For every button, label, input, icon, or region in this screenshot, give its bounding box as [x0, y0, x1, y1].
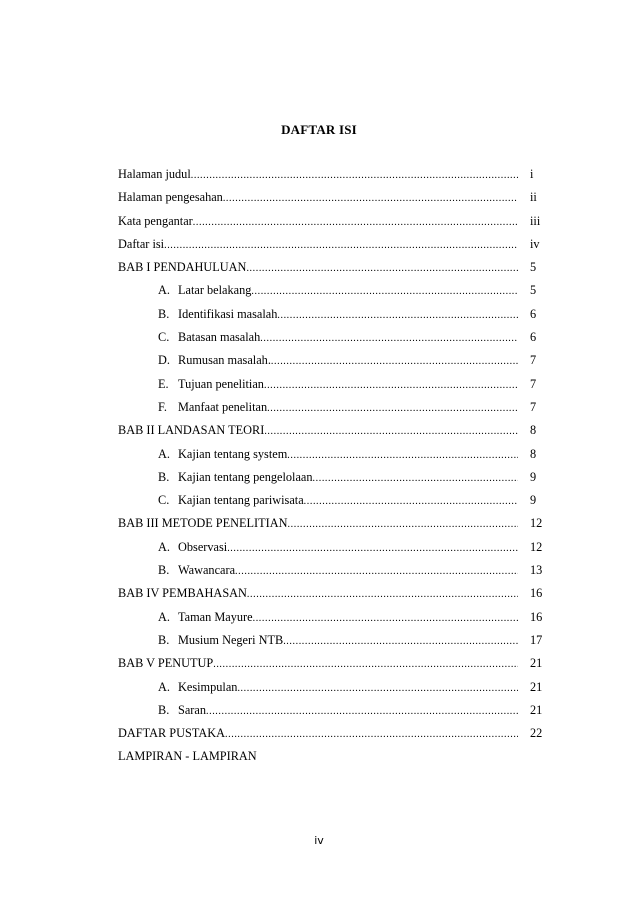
toc-entry-label [158, 349, 271, 372]
dot-leader [264, 420, 518, 443]
toc-entry-label [118, 512, 288, 535]
toc-entry-label [158, 699, 206, 722]
toc-entry-label [158, 303, 277, 326]
toc-entry-page: 17 [530, 632, 543, 647]
toc-entry-page: 8 [530, 446, 537, 461]
toc-entry-page: 22 [530, 726, 543, 741]
dot-leader [283, 630, 518, 653]
toc-entry-text: Halaman pengesahan [118, 190, 223, 205]
toc-entry-letter: B. [158, 702, 170, 717]
toc-entry [118, 279, 548, 302]
dot-leader [287, 444, 518, 467]
toc-entry-text: Wawancara [178, 563, 236, 578]
page-number: iv [314, 834, 324, 847]
toc-entry [118, 373, 548, 396]
toc-entry-label [158, 279, 251, 302]
dot-leader [271, 350, 518, 373]
toc-entry-label [118, 210, 193, 233]
dot-leader [288, 513, 518, 536]
toc-entry-text: Kajian tentang pariwisata [178, 493, 304, 508]
toc-entry [118, 652, 548, 675]
toc-entry-label [118, 186, 223, 209]
toc-entry-text: Identifikasi masalah [178, 306, 278, 321]
dot-leader [277, 304, 518, 327]
toc-entry [118, 699, 548, 722]
toc-entry-text: Halaman judul [118, 167, 191, 181]
dot-leader [164, 234, 518, 257]
toc-entry-page: 5 [530, 260, 537, 275]
toc-entry-label [158, 676, 237, 699]
toc-entry-label [158, 606, 253, 629]
dot-leader [191, 164, 518, 187]
toc-entry-letter: A. [158, 539, 170, 554]
toc-entry-page: 6 [530, 306, 537, 321]
toc-entry-text: Saran [178, 702, 206, 717]
dot-leader [313, 467, 518, 490]
toc-entry-label [158, 536, 227, 559]
toc-entry-page: 6 [530, 330, 537, 345]
toc-entry-page: 7 [530, 399, 537, 414]
toc-entry-text: Tujuan penelitian [178, 376, 264, 391]
toc-entry-text: BAB I PENDAHULUAN [118, 260, 247, 275]
toc-entry-text: BAB III METODE PENELITIAN [118, 516, 288, 531]
toc-entry-text: BAB IV PEMBAHASAN [118, 586, 247, 601]
toc-entry [118, 186, 548, 209]
toc-entry-label [158, 559, 235, 582]
toc-entry-text: Batasan masalah [178, 330, 261, 345]
toc-entry-letter: A. [158, 609, 170, 624]
toc-entry-page: iv [530, 236, 540, 251]
toc-entry [118, 256, 548, 279]
toc-entry [118, 163, 548, 186]
toc-entry-letter: D. [158, 353, 170, 368]
toc-entry [118, 559, 548, 582]
dot-leader [237, 677, 518, 700]
toc-entry [118, 536, 548, 559]
toc-entry-letter: B. [158, 469, 170, 484]
toc-entry-text: DAFTAR PUSTAKA [118, 726, 226, 741]
toc-entry-letter: C. [158, 330, 170, 345]
toc-entry [118, 210, 548, 233]
dot-leader [253, 607, 518, 630]
toc-entry-page: 7 [530, 376, 537, 391]
toc-entry-label [158, 629, 283, 652]
toc-entry-page: 12 [530, 539, 543, 554]
toc-entry-page: 21 [530, 656, 543, 671]
toc-entry-page: 12 [530, 516, 543, 531]
toc-entry-text: Musium Negeri NTB [178, 632, 284, 647]
toc-entry-page: 21 [530, 679, 543, 694]
toc-entry-text: Kajian tentang system [178, 446, 288, 461]
toc-entry-text: Observasi [178, 539, 228, 554]
dot-leader [206, 700, 518, 723]
toc-entry-label [118, 163, 191, 186]
toc-entry [118, 326, 548, 349]
dot-leader [225, 723, 518, 746]
dot-leader [213, 653, 518, 676]
toc-entry-page: 21 [530, 702, 543, 717]
toc-entry-label [118, 652, 213, 675]
dot-leader [260, 327, 518, 350]
toc-entry-label [118, 233, 164, 256]
toc-entry [118, 443, 548, 466]
table-of-contents [118, 163, 548, 769]
toc-entry-page: i [530, 167, 534, 181]
toc-entry-page: ii [530, 190, 537, 205]
toc-entry-page: 9 [530, 469, 537, 484]
toc-entry [118, 722, 548, 745]
toc-entry [118, 419, 548, 442]
toc-entry-text: Kata pengantar [118, 213, 193, 228]
toc-entry [118, 303, 548, 326]
toc-entry-page: 16 [530, 586, 543, 601]
toc-entry-letter: E. [158, 376, 169, 391]
toc-entry-text: BAB V PENUTUP [118, 656, 214, 671]
toc-entry-text: Kesimpulan [178, 679, 238, 694]
dot-leader [304, 490, 518, 513]
toc-entry-letter: C. [158, 493, 170, 508]
toc-entry-letter: A. [158, 283, 170, 298]
toc-entry [118, 396, 548, 419]
dot-leader [264, 374, 518, 397]
toc-entry-letter: A. [158, 679, 170, 694]
toc-entry [118, 466, 548, 489]
toc-entry-letter: A. [158, 446, 170, 461]
toc-entry [118, 489, 548, 512]
toc-entry [118, 629, 548, 652]
dot-leader [246, 257, 518, 280]
toc-entry-text: Manfaat penelitan [178, 399, 268, 414]
toc-entry-page: iii [530, 213, 541, 228]
toc-entry-letter: B. [158, 632, 170, 647]
dot-leader [251, 280, 518, 303]
toc-entry-page: 5 [530, 283, 537, 298]
toc-entry [118, 233, 548, 256]
toc-entry-label [158, 326, 260, 349]
toc-entry-text: Kajian tentang pengelolaan [178, 469, 313, 484]
toc-entry-label [158, 466, 313, 489]
dot-leader [193, 211, 518, 234]
toc-entry-page: 9 [530, 493, 537, 508]
toc-entry-letter: B. [158, 306, 170, 321]
toc-entry [118, 606, 548, 629]
toc-entry-label [118, 256, 246, 279]
toc-entry [118, 676, 548, 699]
toc-entry-page: 16 [530, 609, 543, 624]
toc-entry-letter: B. [158, 563, 170, 578]
toc-entry-label [158, 396, 267, 419]
toc-entry-page: 7 [530, 353, 537, 368]
toc-entry-label [158, 489, 304, 512]
toc-entry [118, 349, 548, 372]
toc-entry-page: 8 [530, 423, 537, 438]
toc-entry-text: Rumusan masalah. [178, 353, 271, 368]
toc-entry-label [118, 722, 225, 745]
dot-leader [227, 537, 518, 560]
toc-entry-text: Daftar isi [118, 236, 165, 251]
toc-entry [118, 512, 548, 535]
dot-leader [223, 187, 518, 210]
dot-leader [247, 583, 518, 606]
toc-entry-label [158, 443, 287, 466]
dot-leader [267, 397, 518, 420]
toc-entry [118, 745, 548, 768]
toc-entry-text: BAB II LANDASAN TEORI [118, 423, 265, 438]
toc-entry-text: LAMPIRAN - LAMPIRAN [118, 749, 257, 764]
toc-entry-label [118, 419, 264, 442]
toc-entry-label [118, 582, 247, 605]
dot-leader [235, 560, 518, 583]
toc-entry-label [158, 373, 264, 396]
page-title: DAFTAR ISI [281, 122, 357, 137]
toc-entry-page: 13 [530, 563, 543, 578]
toc-entry [118, 582, 548, 605]
toc-entry-letter: F. [158, 399, 167, 414]
toc-entry-label [118, 745, 257, 768]
toc-entry-text: Taman Mayure [178, 609, 253, 624]
toc-entry-text: Latar belakang [178, 283, 252, 298]
